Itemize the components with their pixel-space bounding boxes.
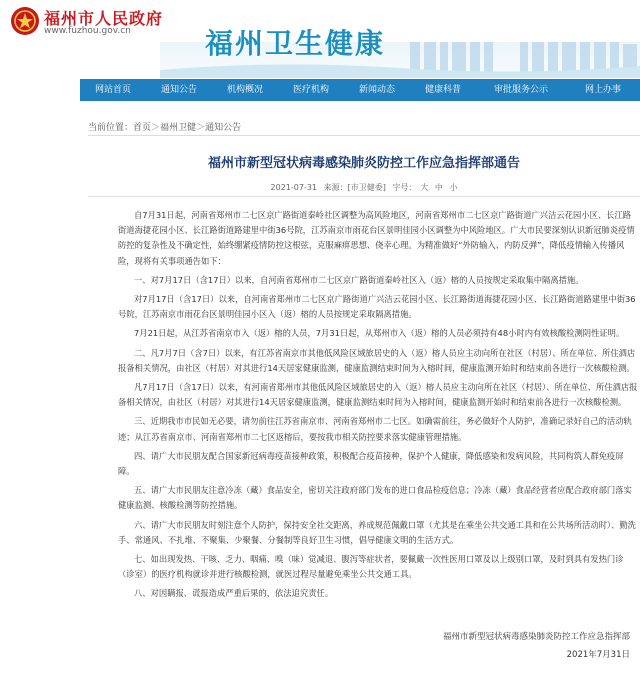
article-paragraph: 凡7月17日（含17日）以来，有河南省郑州市其他低风险区域旅居史的入（返）榕人员应主动向所在社区（村居）、所在单位、所住酒店报备相关情况，由社区（村居）对其进行14天居家健康监测，健康监测结束时间为入榕时间，健康监测开始时和结束前各进行一次核酸检测。 (118, 382, 638, 408)
article-paragraph: 七、如出现发热、干咳、乏力、咽痛、嗅（味）觉减退、腹泻等症状者，要佩戴一次性医用口罩及以上级别口罩，及时到具有发热门诊（诊室）的医疗机构就诊并进行核酸检测，就医过程尽量避免乘坐公共交通工具。 (118, 554, 624, 580)
site-name[interactable]: 福州市人民政府 (44, 9, 164, 28)
article-paragraph: 四、请广大市民朋友配合国家新冠病毒疫苗接种政策，积极配合疫苗接种，保护个人健康，降低感染和发病风险，共同构筑人群免疫屏障。 (118, 450, 624, 477)
article-date: 2021-07-31 (270, 183, 318, 192)
font-size-label: 字号： (392, 183, 417, 192)
font-size-large-button[interactable]: 大 (420, 183, 429, 192)
nav-item-online-service[interactable]: 网上办事 (584, 85, 621, 95)
signature-date: 2021年7月31日 (566, 650, 630, 660)
article-signature-block (370, 628, 630, 664)
article-paragraph: 五、请广大市民朋友注意冷冻（藏）食品安全，密切关注政府部门发布的进口食品检疫信息；冷冻（藏）食品经营者应配合政府部门落实健康监测、核酸检测等防控措施。 (118, 485, 632, 511)
article-paragraph: 一、对7月17日（含17日）以来，自河南省郑州市二七区京广路街道秦岭社区入（返）榕的人员按规定采取集中隔离措施。 (134, 274, 584, 285)
breadcrumb-separator: ＞ (196, 123, 206, 133)
divider (88, 196, 640, 197)
nav-item-health-science[interactable]: 健康科普 (424, 85, 461, 95)
breadcrumb-prefix: 当前位置： (88, 123, 134, 133)
nav-item-news[interactable]: 新闻动态 (358, 85, 395, 95)
nav-item-approval[interactable]: 审批服务公示 (493, 85, 548, 95)
breadcrumb-level2[interactable]: 福州卫健 (160, 123, 197, 133)
article-source: 来源：[市卫健委] (323, 183, 386, 192)
article-paragraph: 二、凡7月7日（含7日）以来，有江苏省南京市其他低风险区域旅居史的入（返）榕人员应主动向所在社区（村居）、所在单位、所住酒店报备相关情况，由社区（村居）对其进行14天居家健康监测，健康监测结束时间为入榕时间，健康监测开始时和结束前各进行一次核酸检测。 (118, 347, 636, 373)
nav-item-home[interactable]: 网站首页 (94, 85, 131, 95)
breadcrumb-level3[interactable]: 通知公告 (205, 123, 242, 133)
article-body (118, 208, 638, 606)
article-meta (88, 182, 640, 193)
main-nav (80, 79, 640, 101)
breadcrumb (88, 120, 241, 133)
signature-organization: 福州市新型冠状病毒感染肺炎防控工作应急指挥部 (442, 632, 630, 642)
article-paragraph: 自7月31日起，河南省郑州市二七区京广路街道秦岭社区调整为高风险地区，河南省郑州市二七区京广路街道广兴洁云花园小区、长江路街道海捷花园小区、长江路街道路建里中街36号院，江苏南京市雨花台区景明佳园小区调整为中风险地区。广大市民要深刻认识新冠肺炎疫情防控的复杂性及不确定性，始终绷紧疫情防控这根弦，克服麻痹思想、侥幸心理。为精准做好“外防输入、内防反弹”，降低疫情输入传播风险，现将有关事项通告如下： (118, 210, 635, 266)
divider (88, 135, 640, 136)
article-paragraph: 三、近期我市市民如无必要，请勿前往江苏省南京市、河南省郑州市二七区。如确需前往，务必做好个人防护，准确记录好自己的活动轨迹；从江苏省南京市、河南省郑州市二七区返榕后，要按我市相关防控要求落实健康管理措施。 (118, 416, 632, 442)
font-size-small-button[interactable]: 小 (449, 183, 458, 192)
nav-item-organization[interactable]: 机构概况 (226, 85, 263, 95)
header-banner (0, 0, 640, 78)
nav-item-medical[interactable]: 医疗机构 (292, 85, 329, 95)
article-paragraph: 对7月17日（含17日）以来，自河南省郑州市二七区京广路街道广兴洁云花园小区、长江路街道海捷花园小区、长江路街道路建里中街36号院，江苏南京市雨花台区景明佳园小区入（返）榕的人员按规定采取隔离措施。 (118, 294, 636, 320)
nav-item-notices[interactable]: 通知公告 (160, 85, 197, 95)
article-paragraph: 八、对因瞒报、谎报造成严重后果的，依法追究责任。 (134, 588, 334, 599)
article-paragraph: 六、请广大市民朋友时刻注意个人防护，保持安全社交距离，养成规范佩戴口罩（尤其是在乘坐公共交通工具和在公共场所活动时）、勤洗手、常通风、不扎堆、不聚集、少聚餐、分餐制等良好卫生习惯，倡导健康文明的生活方式。 (118, 519, 636, 545)
site-url: www.fuzhou.gov.cn (44, 26, 131, 36)
breadcrumb-home[interactable]: 首页 (133, 123, 152, 133)
font-size-medium-button[interactable]: 中 (434, 183, 443, 192)
banner-title: 福州卫生健康 (205, 27, 386, 60)
article-paragraph: 7月21日起，从江苏省南京市入（返）榕的人员，7月31日起，从郑州市入（返）榕的人员必须持有48小时内有效核酸检测阴性证明。 (134, 328, 625, 339)
government-emblem-icon (10, 6, 40, 36)
breadcrumb-separator: ＞ (151, 123, 161, 133)
article-title: 福州市新型冠状病毒感染肺炎防控工作应急指挥部通告 (207, 156, 520, 171)
